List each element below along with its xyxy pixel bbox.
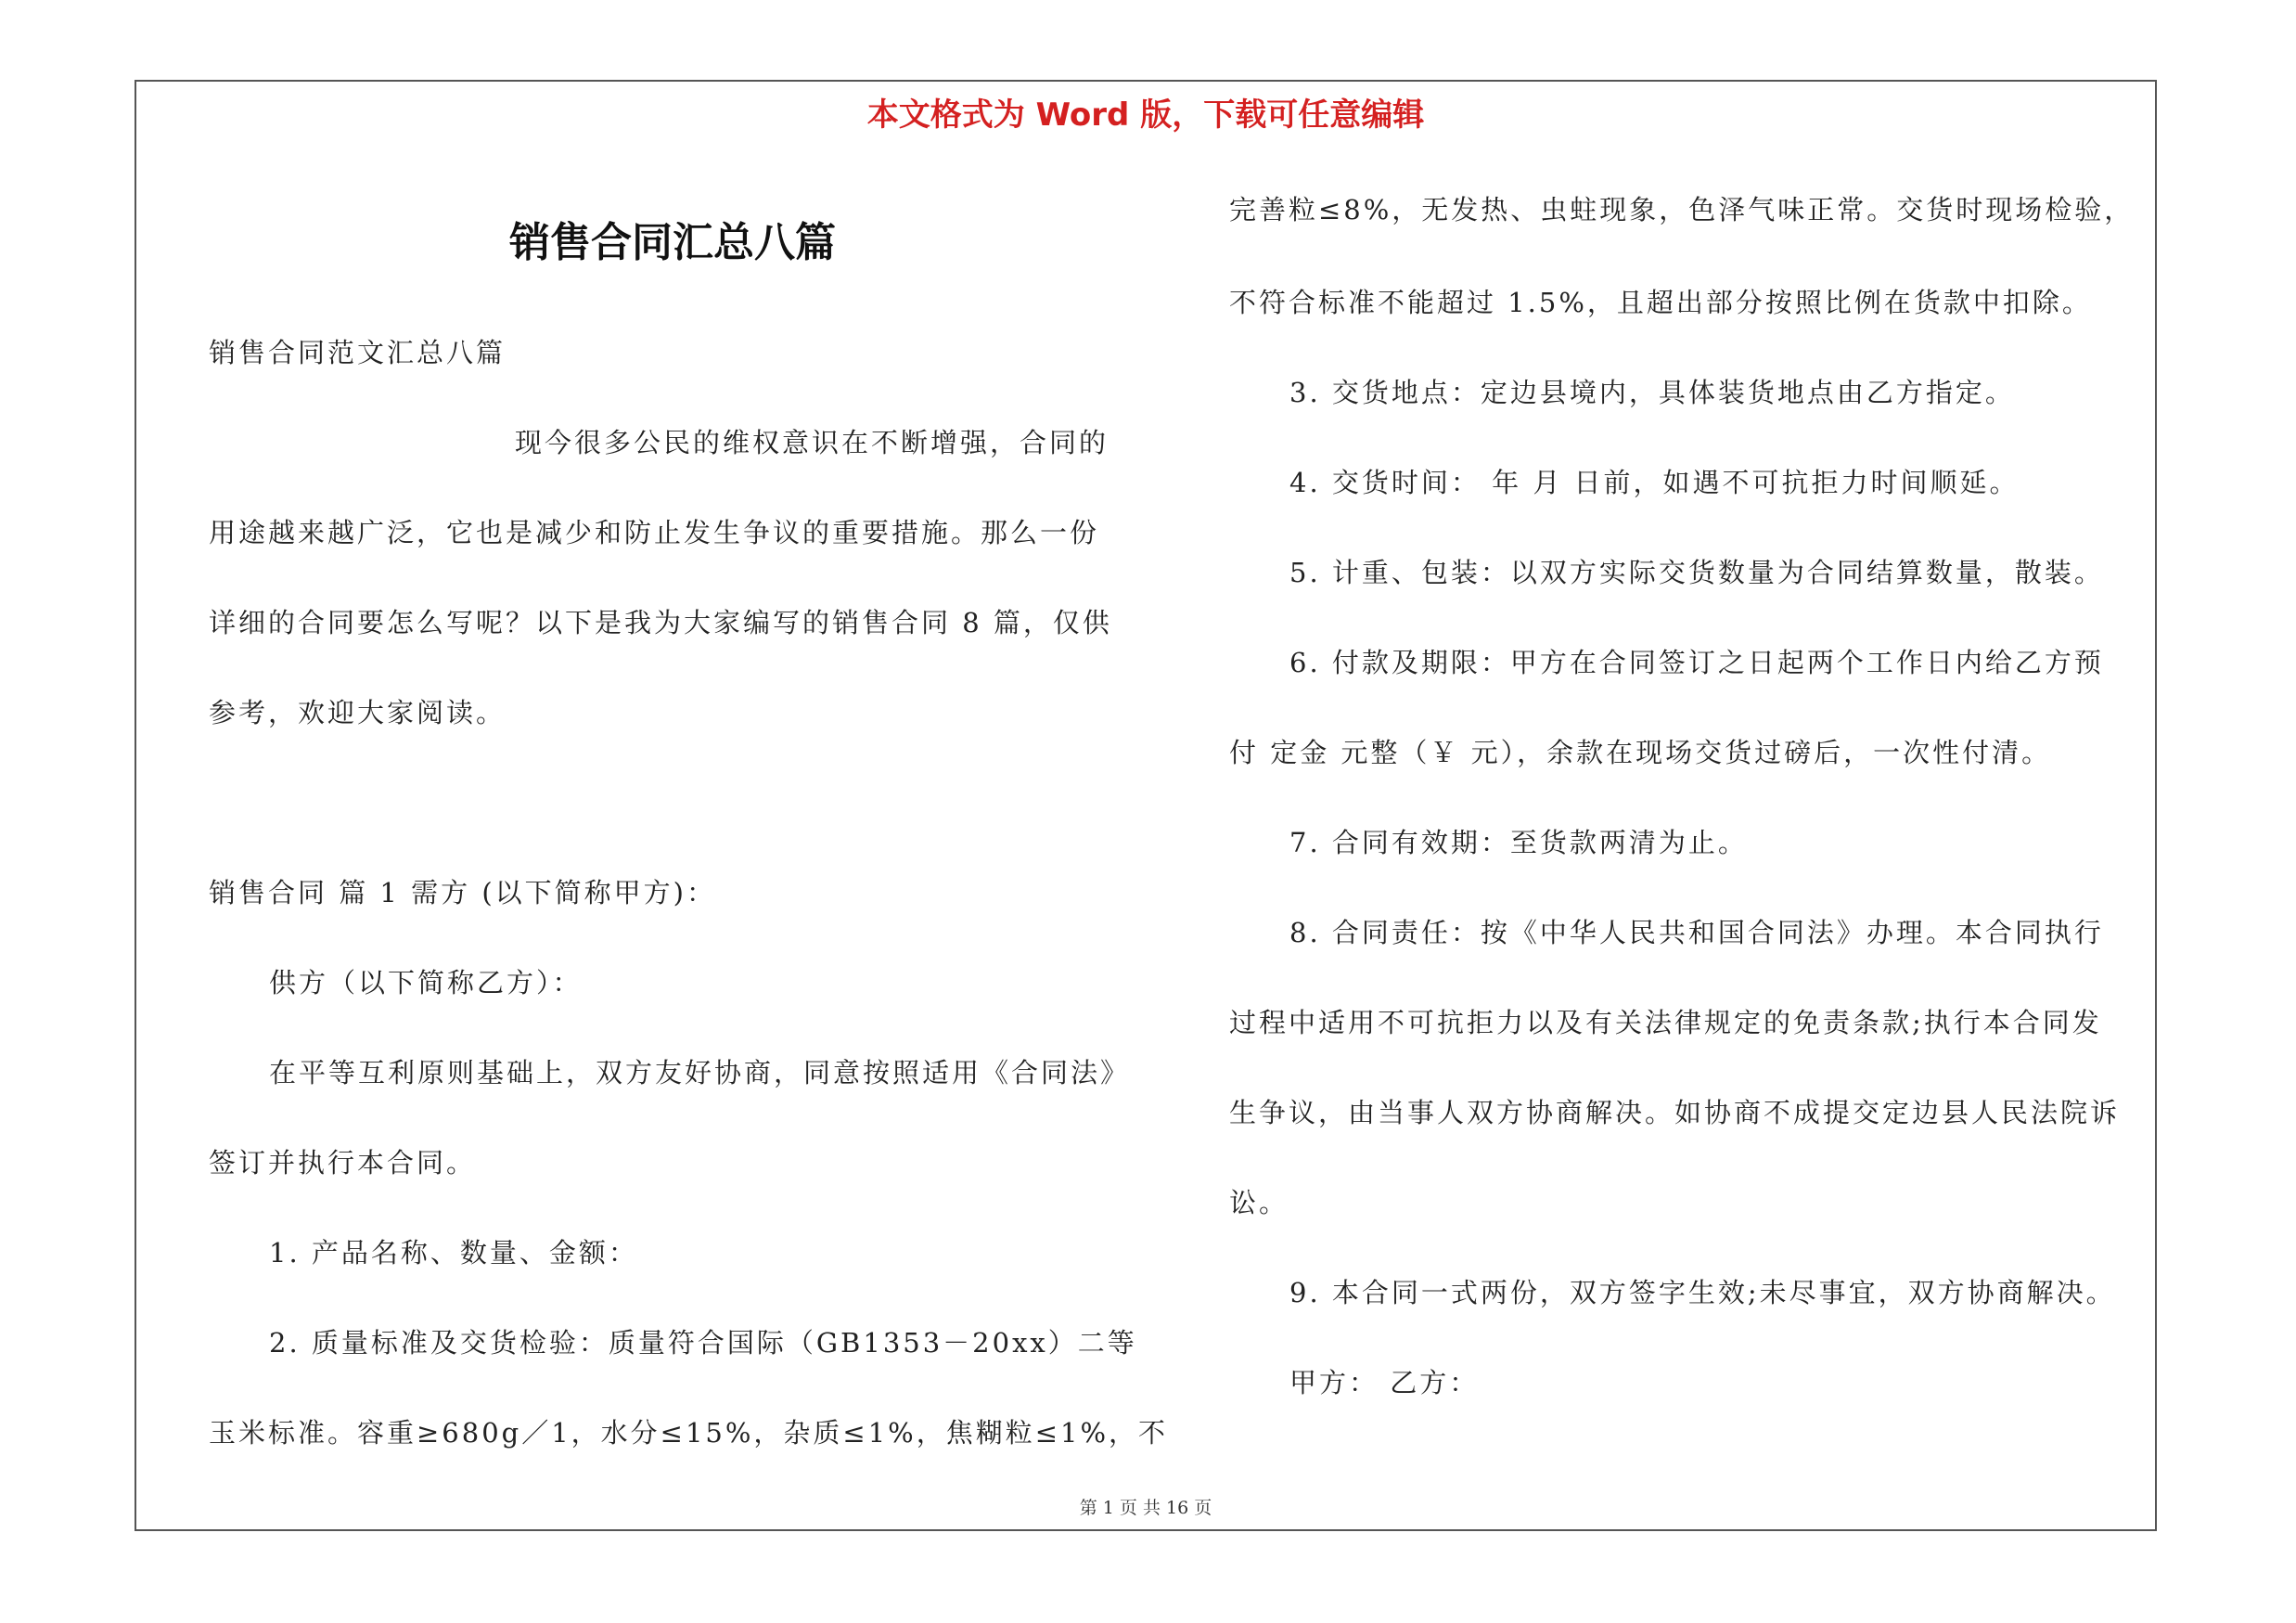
paragraph-line: 在平等互利原则基础上，双方友好协商，同意按照适用《合同法》 (269, 1057, 1131, 1088)
clause-line: 7. 合同有效期：至货款两清为止。 (1289, 827, 1748, 858)
paragraph-line: 参考，欢迎大家阅读。 (209, 697, 507, 728)
clause-line: 8. 合同责任：按《中华人民共和国合同法》办理。本合同执行 (1289, 917, 2104, 948)
paragraph-line: 详细的合同要怎么写呢？以下是我为大家编写的销售合同 8 篇，仅供 (209, 607, 1112, 638)
paragraph-line: 付 定金 元整（￥ 元），余款在现场交货过磅后，一次性付清。 (1229, 737, 2052, 768)
paragraph-line: 生争议，由当事人双方协商解决。如协商不成提交定边县人民法院诉 (1229, 1097, 2121, 1128)
paragraph-line: 用途越来越广泛，它也是减少和防止发生争议的重要措施。那么一份 (209, 517, 1100, 548)
paragraph-line: 现今很多公民的维权意识在不断增强，合同的 (515, 427, 1110, 458)
clause-line: 1. 产品名称、数量、金额： (269, 1237, 638, 1269)
subtitle-line: 销售合同范文汇总八篇 (209, 337, 507, 368)
paragraph-line: 玉米标准。容重≥680g／1，水分≤15%，杂质≤1%，焦糊粒≤1%，不 (209, 1417, 1169, 1449)
page-number-footer: 第 1 页 共 16 页 (1079, 1498, 1212, 1518)
clause-line: 5. 计重、包装：以双方实际交货数量为合同结算数量，散装。 (1289, 557, 2104, 588)
document-title: 销售合同汇总八篇 (509, 219, 836, 266)
clause-line: 9. 本合同一式两份，双方签字生效;未尽事宜，双方协商解决。 (1289, 1277, 2116, 1308)
paragraph-line: 讼。 (1229, 1187, 1289, 1218)
clause-line: 4. 交货时间： 年 月 日前，如遇不可抗拒力时间顺延。 (1289, 467, 2020, 498)
paragraph-line: 完善粒≤8%，无发热、虫蛀现象，色泽气味正常。交货时现场检验， (1229, 194, 2135, 225)
paragraph-line: 不符合标准不能超过 1.5%，且超出部分按照比例在货款中扣除。 (1229, 287, 2092, 318)
paragraph-line: 供方（以下简称乙方）： (269, 967, 583, 998)
signature-line: 甲方： 乙方： (1289, 1367, 1480, 1398)
clause-line: 3. 交货地点：定边县境内，具体装货地点由乙方指定。 (1289, 377, 2015, 408)
section-heading-line: 销售合同 篇 1 需方 (以下简称甲方)： (209, 877, 716, 908)
paragraph-line: 过程中适用不可抗拒力以及有关法律规定的免责条款;执行本合同发 (1229, 1007, 2102, 1038)
word-format-banner: 本文格式为 Word 版，下载可任意编辑 (866, 97, 1425, 134)
clause-line: 2. 质量标准及交货检验：质量符合国际（GB1353－20xx）二等 (269, 1327, 1137, 1359)
paragraph-line: 签订并执行本合同。 (209, 1147, 477, 1179)
clause-line: 6. 付款及期限：甲方在合同签订之日起两个工作日内给乙方预 (1289, 647, 2104, 678)
